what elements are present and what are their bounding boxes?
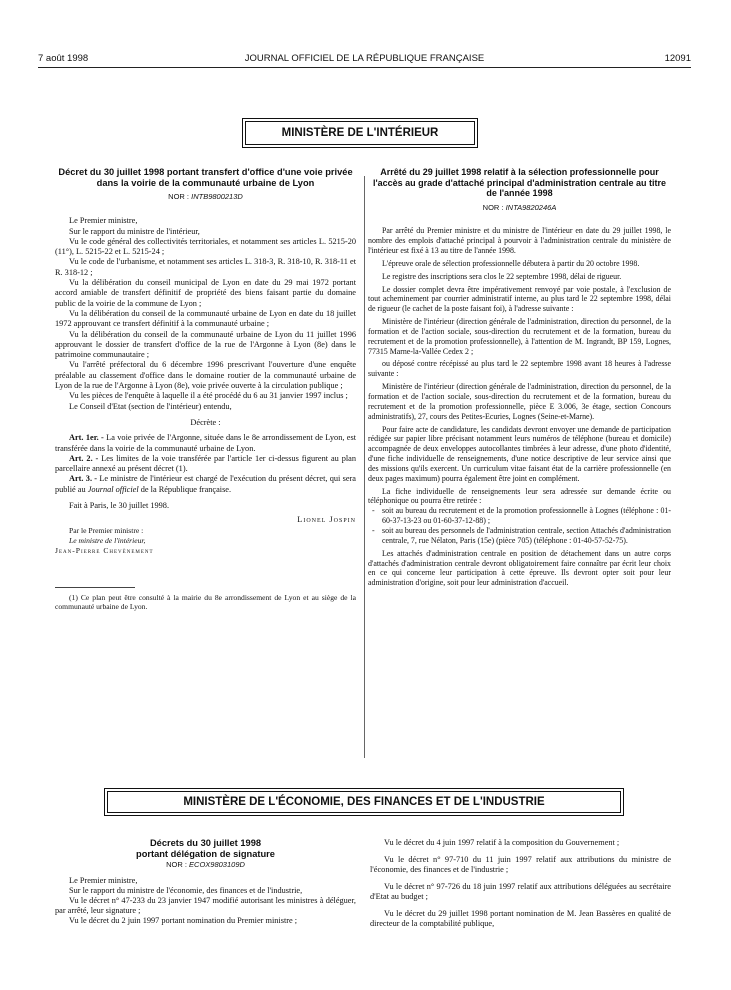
footnote: (1) Ce plan peut être consulté à la mairie du 8e arrondissement de Lyon et au siège de la communauté urbaine de Lyon. [55, 592, 356, 611]
decret-title: Décret du 30 juillet 1998 portant transfert d'office d'une voie privée dans la voirie de la communauté urbaine de Lyon [58, 167, 353, 188]
article-1-label: Art. 1er. - [69, 433, 104, 443]
decret-para: Vu la délibération du conseil de la communauté urbaine de Lyon en date du 18 juillet 1972 approuvant ce transfert définitif à la communauté urbaine ; [55, 308, 356, 329]
decret-para: Vu la délibération du conseil de la communauté urbaine de Lyon du 11 juillet 1996 approuvant le dossier de transfert d'office de la rue de l'Argonne à Lyon (8e) dans le patrimoine communautaire ; [55, 329, 356, 360]
decret-para: Le Premier ministre, [69, 216, 138, 226]
nor-value: INTA9820246A [505, 202, 557, 212]
decrets-para: Vu le décret du 29 juillet 1998 portant nomination de M. Jean Bassères en qualité de directeur de la comptabilité publique, [370, 908, 671, 928]
article-3 [55, 474, 356, 495]
decret-para: Le Conseil d'Etat (section de l'intérieur) entendu, [69, 401, 232, 411]
arrete-para: Pour faire acte de candidature, les candidats devront envoyer une demande de participation rédigée sur papier libre précisant notamment leurs numéros de téléphone (bureau et domicile) accompagnée de deux enveloppes autocollantes timbrées à leur adresse, d'une photo d'identité, d'une fiche individuelle de renseignements, d'une notice descriptive de leur service ainsi que des missions qu'ils exercent. Un curriculum vitae faisant état de la carrière professionnelle (en deux pages maximum) pourra également être joint en complément. [368, 424, 671, 483]
decret-para: Vu l'arrêté préfectoral du 6 décembre 1996 prescrivant l'ouverture d'une enquête préalable au classement d'office dans le domaine routier de la communauté urbaine de Lyon de la rue de l'Argonne à Lyon (8e), voie privée ouverte à la circulation publique ; [55, 360, 356, 391]
arrete-para: Ministère de l'intérieur (direction générale de l'administration, direction du personnel, de la formation et de l'action sociale, sous-direction du recrutement et de la formation, bureau du recrutement et de la promotion professionnelle), à l'attention de M. Ingrandt, BP 159, Lognes, 77315 Marne-la-Vallée Cedex 2 ; [368, 317, 671, 356]
decrets-para: Vu le décret du 4 juin 1997 relatif à la composition du Gouvernement ; [384, 838, 620, 847]
nor-label: NOR : [482, 202, 504, 212]
article-3-label: Art. 3. - [69, 474, 98, 484]
page-header [38, 53, 691, 68]
article-1-text: La voie privée de l'Argonne, située dans le 8e arrondissement de Lyon, est transférée dans la voirie de la communauté urbaine de Lyon. [55, 433, 356, 453]
decrets-para: Vu le décret n° 97-710 du 11 juin 1997 relatif aux attributions du ministre de l'économie, des finances et de l'industrie ; [370, 854, 671, 874]
header-page-number: 12091 [664, 53, 691, 64]
decrets-para: Sur le rapport du ministre de l'économie, des finances et de l'industrie, [69, 886, 303, 895]
retrieval-options [368, 506, 671, 545]
bottom-left-column [55, 838, 356, 926]
arrete-para: Le registre des inscriptions sera clos le 22 septembre 1998, délai de rigueur. [382, 271, 622, 281]
nor-value: INTB9800213D [191, 192, 243, 201]
article-2 [55, 454, 356, 475]
decret-para: Vu le code général des collectivités territoriales, et notamment ses articles L. 5215-20 (11°), L. 5215-22 et L. 5215-24 ; [55, 236, 356, 257]
article-1 [55, 433, 356, 454]
arrete-para: L'épreuve orale de sélection professionnelle débutera à partir du 20 octobre 1998. [382, 258, 640, 268]
ministry-interieur-title: MINISTÈRE DE L'INTÉRIEUR [281, 127, 439, 139]
list-item: - soit au bureau des personnels de l'administration centrale, section Attachés d'administration centrale, 7, rue Nélaton, Paris (15e) (pièce 705) (téléphone : 01-40-57-52-75). [368, 526, 671, 546]
right-column [368, 167, 671, 588]
arrete-para: Le dossier complet devra être impérativement renvoyé par voie postale, à l'exclusion de tout acheminement par courrier administratif interne, au plus tard le 22 septembre 1998, délai de rigueur (le cachet de la poste faisant foi), à l'adresse suivante : [368, 284, 671, 314]
decrets-para: Le Premier ministre, [69, 876, 138, 885]
decrets-para: Vu le décret du 2 juin 1997 portant nomination du Premier ministre ; [69, 916, 298, 925]
article-3-text: Le ministre de l'intérieur est chargé de l'exécution du présent décret, qui sera publié au [55, 474, 356, 494]
bottom-right-column [370, 838, 671, 930]
arrete-para: La fiche individuelle de renseignements leur sera adressée sur demande écrite ou téléphonique ou pourra être retirée : [368, 486, 671, 506]
signature-chevenement: Jean-Pierre Chevènement [55, 546, 154, 556]
ministry-economie-box [104, 788, 624, 816]
article-2-label: Art. 2. - [69, 453, 99, 463]
signature-jospin: Lionel Jospin [297, 515, 356, 525]
journal-officiel: Journal officiel [87, 484, 139, 494]
left-column [55, 167, 356, 612]
decrets-title-2: portant délégation de signature [136, 848, 275, 859]
ministry-interieur-box [242, 118, 478, 148]
decret-para: Sur le rapport du ministre de l'intérieur, [69, 226, 200, 236]
decret-para: Vu les pièces de l'enquête à laquelle il a été procédé du 6 au 31 janvier 1997 inclus ; [69, 391, 348, 401]
decrets-para: Vu le décret n° 97-726 du 18 juin 1997 relatif aux attributions déléguées au secrétaire d'Etat au budget ; [370, 881, 671, 901]
role-ministre: Le ministre de l'intérieur, [69, 535, 146, 545]
arrete-para-last: Les attachés d'administration centrale en position de détachement dans un autre corps d'attachés d'administration centrale devront obligatoirement faire connaître par écrit leur choix en ce qui concerne leur participation à cette épreuve. Ils devront opter soit pour leur administration d'origine, soit pour leur administration d'accueil. [368, 548, 671, 588]
decrets-para: Vu le décret n° 47-233 du 23 janvier 1947 modifié autorisant les ministres à déléguer, par arrêté, leur signature ; [55, 896, 356, 915]
arrete-para: ou déposé contre récépissé au plus tard le 22 septembre 1998 avant 18 heures à l'adresse suivante : [368, 359, 671, 379]
nor-label: NOR : [168, 192, 190, 201]
nor-value: ECOX9803109D [189, 860, 245, 869]
arrete-para: Par arrêté du Premier ministre et du ministre de l'intérieur en date du 29 juillet 1998, le nombre des emplois d'attaché principal à pourvoir à l'administration centrale du ministère de l'intérieur est fixé à 13 au titre de l'année 1998. [368, 226, 671, 256]
arrete-title: Arrêté du 29 juillet 1998 relatif à la sélection professionnelle pour l'accès au grade d'attaché principal d'administration centrale au titre de l'année 1998 [372, 167, 666, 198]
header-journal: JOURNAL OFFICIEL DE LA RÉPUBLIQUE FRANÇAISE [244, 53, 485, 64]
decret-nor [55, 192, 356, 202]
footnote-rule [55, 587, 135, 588]
decrets-title-1: Décrets du 30 juillet 1998 [149, 838, 262, 848]
decret-para: Vu le code de l'urbanisme, et notamment ses articles L. 318-3, R. 318-10, R. 318-11 et R. 318-12 ; [55, 257, 356, 277]
article-3-text-end: de la République française. [140, 484, 232, 494]
nor-label: NOR : [166, 860, 187, 869]
decrets-nor [55, 860, 356, 870]
ministry-economie-title: MINISTÈRE DE L'ÉCONOMIE, DES FINANCES ET DE L'INDUSTRIE [183, 796, 545, 808]
column-divider [364, 176, 365, 758]
article-2-text: Les limites de la voie transférée par l'article 1er ci-dessus figurent au plan parcellaire annexé au présent décret (1). [55, 453, 356, 474]
list-item: - soit au bureau du recrutement et de la promotion professionnelle à Lognes (téléphone : 01-60-37-13-23 ou 01-60-37-12-88) ; [368, 506, 671, 526]
decrete: Décrète : [190, 417, 221, 427]
arrete-nor [368, 203, 671, 213]
header-date: 7 août 1998 [38, 53, 89, 64]
decret-para: Vu la délibération du conseil municipal de Lyon en date du 29 mai 1972 portant accord amiable de transfert définitif de propriété des biens faisant partie du domaine public de la voirie de la commune de Lyon ; [55, 278, 356, 308]
fait-a-paris: Fait à Paris, le 30 juillet 1998. [69, 501, 170, 511]
par-le-premier-ministre: Par le Premier ministre : [69, 525, 144, 535]
arrete-para: Ministère de l'intérieur (direction générale de l'administration, direction du personnel, de la formation et de l'action sociale, sous-direction du recrutement et de la formation, bureau du recrutement et de la promotion professionnelle, pièce E 3.006, 3e étage, section Concours administratifs), 27, cours des Petites-Ecuries, Lognes (Seine-et-Marne). [368, 382, 671, 421]
